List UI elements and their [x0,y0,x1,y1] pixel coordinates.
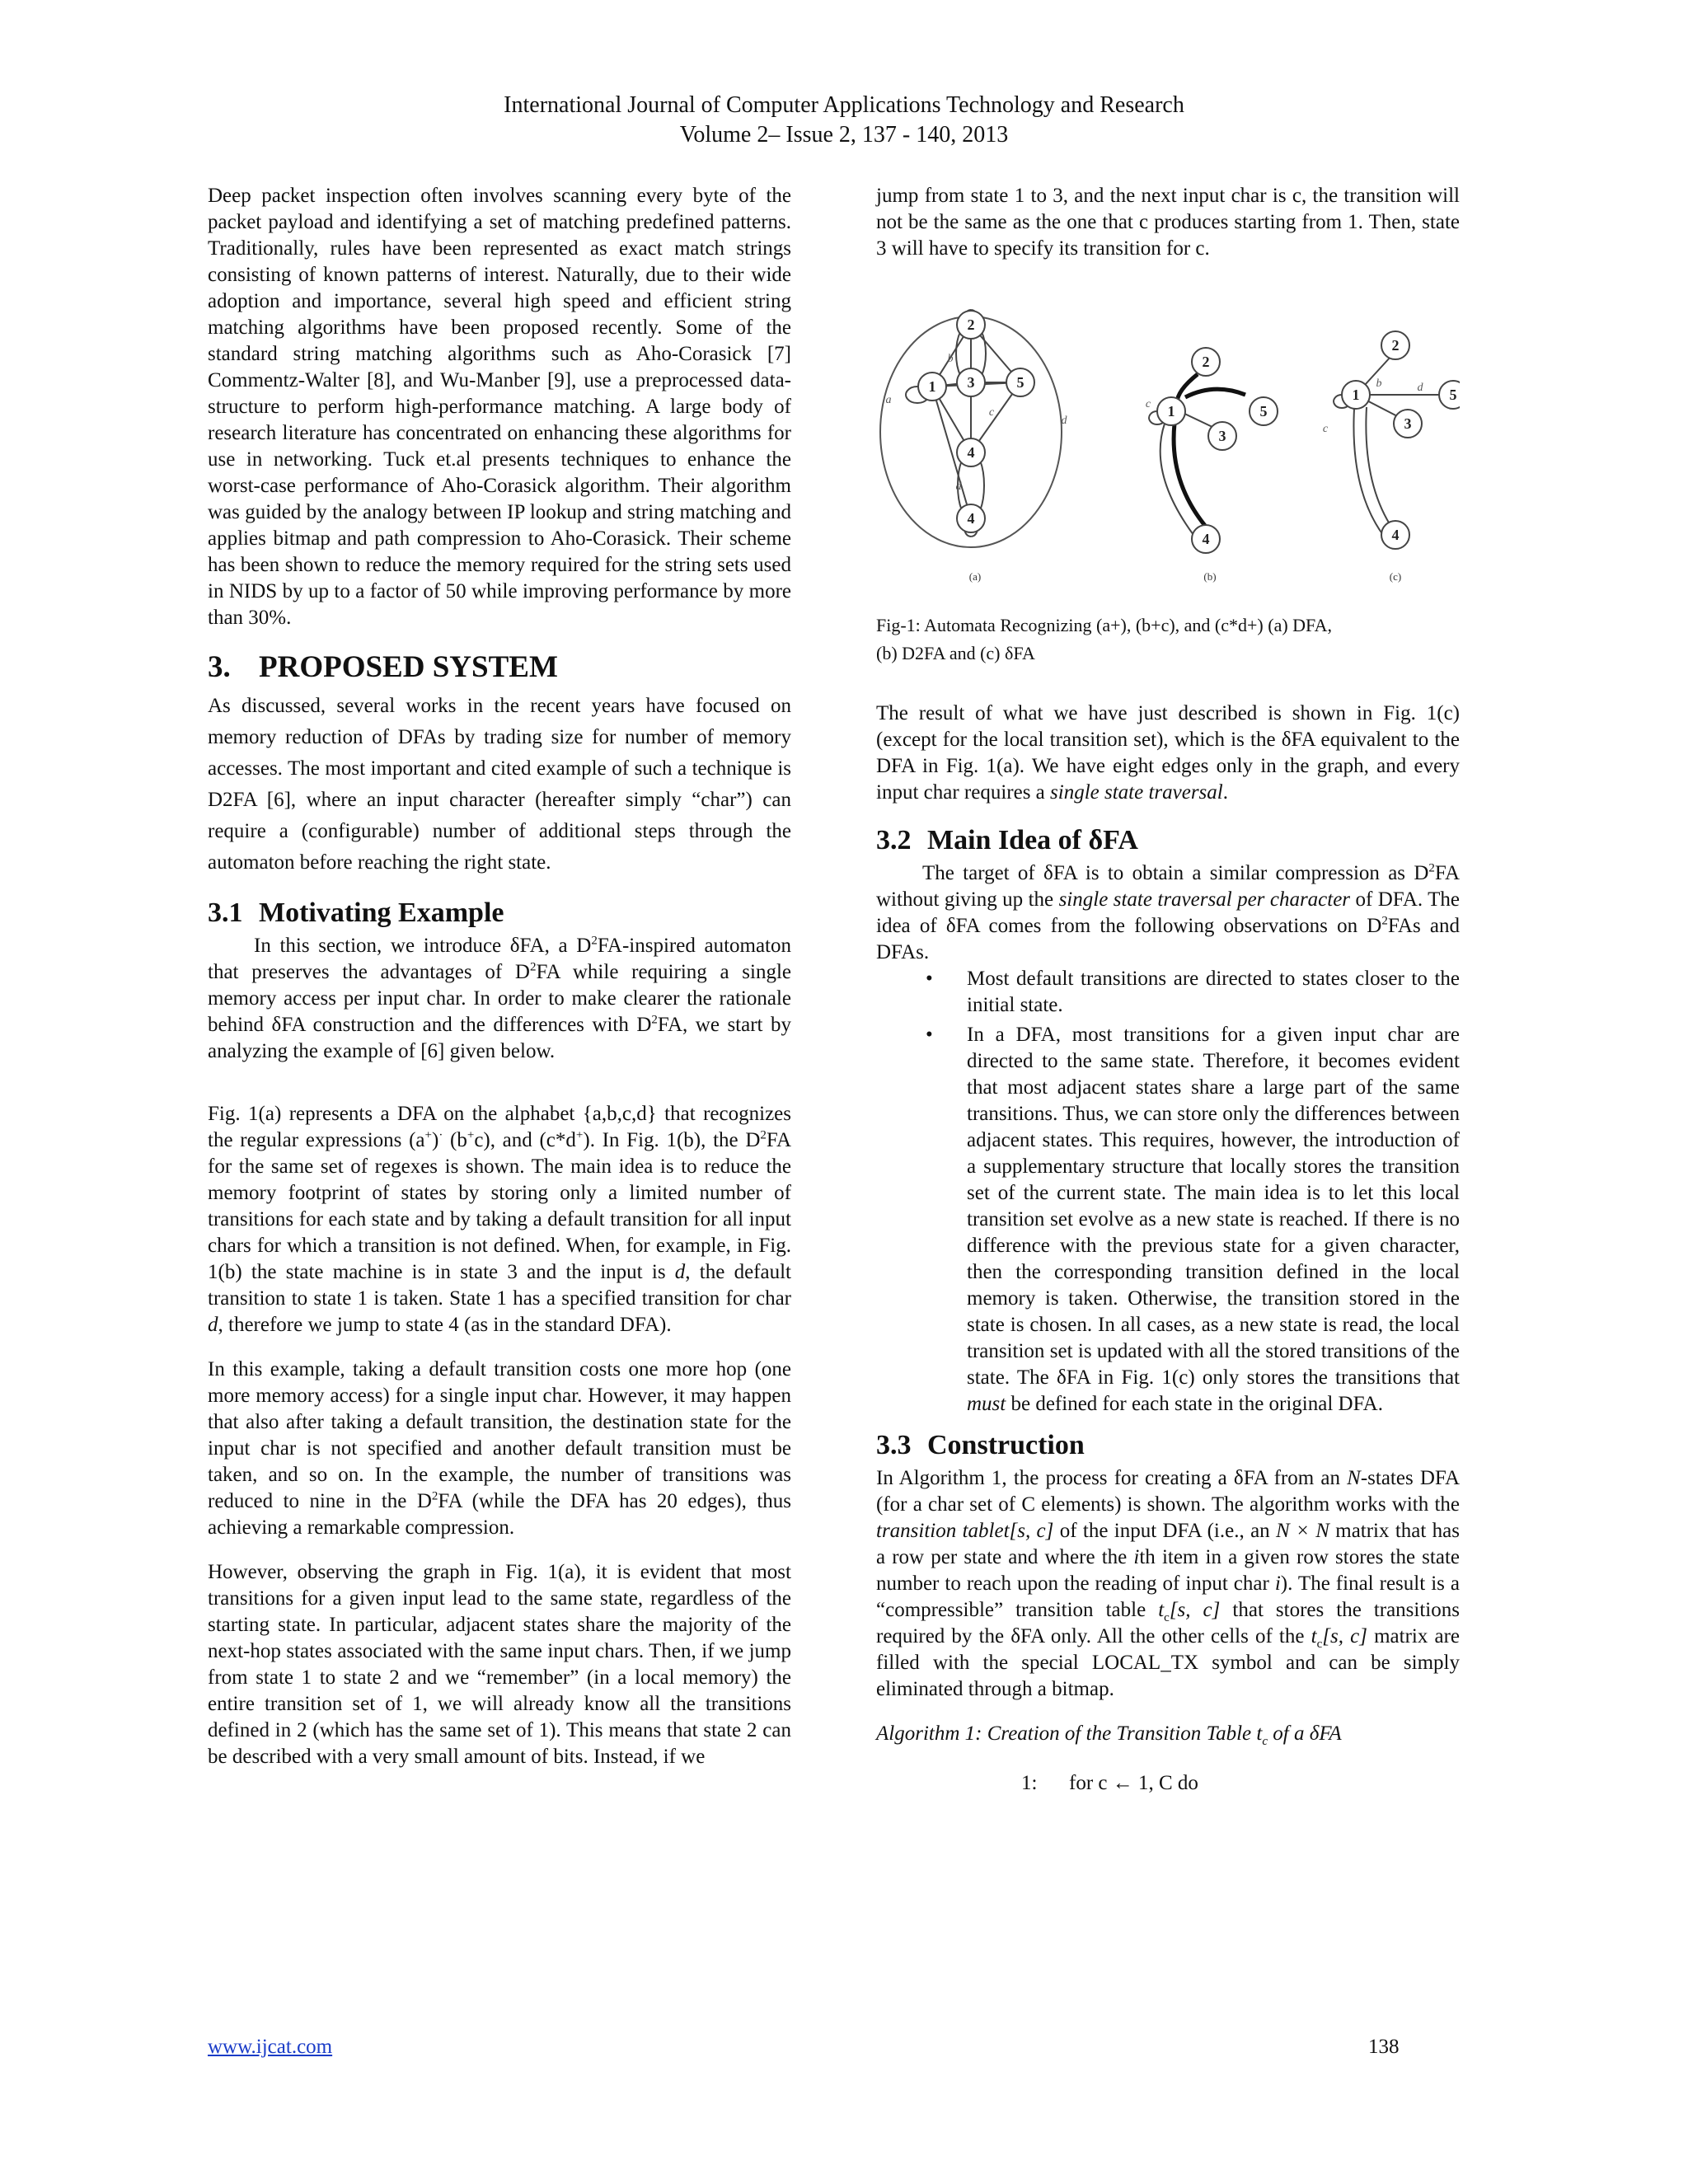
footer-website-link[interactable]: www.ijcat.com [208,2036,333,2058]
text-run: FA without giving up the [876,862,1460,911]
svg-text:1: 1 [1167,403,1175,419]
svg-text:1: 1 [928,378,936,395]
caption-line: (b) D2FA and (c) δFA [876,643,1035,663]
figure-label-a: (a) [968,570,982,583]
text-run: In this section, we introduce δFA, a D [254,935,592,957]
superscript: 2 [1381,914,1388,928]
italic-run: transition tablet[s, c] [876,1520,1054,1542]
observation-list [876,966,1460,1418]
subscript: c [1262,1735,1268,1748]
superscript: 2 [529,960,537,974]
figure-1 [876,300,1460,597]
italic-run: t [1311,1625,1317,1647]
subscript: c [1164,1611,1170,1624]
text-run: matrix are filled with the special LOCAL_TX symbol and can be simply eliminated through a bitmap. [876,1625,1460,1700]
text-run: ). In Fig. 1(b), the D [583,1129,761,1151]
text-run: FA while requiring a single memory access per input char. In order to make clearer the rationale behind δFA construction and the differences with D [208,961,792,1036]
text-run: Most default transitions are directed to states closer to the initial state. [967,968,1460,1016]
text-run: of a δFA [1268,1722,1342,1745]
bullet-icon: • [926,968,933,990]
superscript: 2 [591,934,598,948]
algorithm-line [876,1770,1460,1797]
svg-text:3: 3 [967,374,975,391]
figure-label-b: (b) [1203,570,1217,583]
figure-caption [876,612,1460,668]
text-run: In a DFA, most transitions for a given input char are directed to the same state. Therefore, it becomes evident that most adjacent states share a large part of the same transitions. Thus, we can store only the differences between adjacent states. This requires, however, the introduction of a supplementary structure that locally stores the transition set of the current state. The main idea is to let this local transition set evolve as a new state is reached. If there is no difference with the previous state for a given character, then the corresponding transition defined in the local memory is taken. Otherwise, the transition stored in the state is chosen. In all cases, as a new state is read, the local transition set is updated with all the stored transitions of the state. The δFA in Fig. 1(c) only stores the transitions that [967,1024,1460,1389]
observation-paragraph: However, observing the graph in Fig. 1(a), it is evident that most transitions for a given input lead to the same state, regardless of the starting state. In particular, adjacent states share the majority of the next-hop states associated with the same input chars. Then, if we jump from state 1 to state 2 and we “remember” (in a local memory) the entire transition set of 1, we will already know all the transitions defined in 2 (which has the same set of 1). This means that state 2 can be described with a very small amount of bits. Instead, if we [208,1561,791,1768]
text-run: of the input DFA (i.e., an [1053,1520,1276,1542]
svg-text:b: b [947,353,954,365]
section-3-1-heading [208,897,791,930]
right-column [876,183,1460,1797]
text-run: Fig. 1(a) represents a DFA on the alphabet {a,b,c,d} that recognizes the regular expressions (a [208,1103,791,1151]
result-paragraph [876,701,1460,806]
text-run: . [1222,781,1228,804]
svg-text:3: 3 [1218,428,1226,444]
text-run: In Algorithm 1, the process for creating a δFA from an [876,1467,1348,1489]
journal-title: International Journal of Computer Applications Technology and Research [504,92,1184,118]
svg-text:b: b [1376,377,1382,390]
page-number: 138 [1368,2036,1400,2058]
dfa-delta-graph-c [1334,331,1460,549]
section-3-2-heading [876,824,1460,857]
section-3-paragraph: As discussed, several works in the recent years have focused on memory reduction of DFAs by trading size for number of memory accesses. The most important and cited example of such a technique is D2FA [6], where an input character (hereafter simply “char”) can require a (configurable) number of additional steps through the automaton before reaching the right state. [208,695,791,874]
superscript: 2 [651,1013,658,1027]
text-run: c), and (c*d [474,1129,576,1151]
text-run: , the default transition to state 1 is taken. State 1 has a specified transition for char [208,1261,791,1310]
italic-run: d [208,1314,218,1336]
d2fa-graph-b [1149,348,1278,553]
svg-text:2: 2 [967,316,975,333]
svg-text:4: 4 [967,510,975,527]
italic-run: single state traversal [1050,781,1223,804]
italic-run: t [1158,1599,1165,1621]
svg-text:c: c [1322,423,1329,435]
svg-text:5: 5 [1259,403,1268,419]
svg-text:d: d [1417,382,1423,394]
italic-run: i [1133,1546,1140,1568]
section-title: Motivating Example [259,898,504,928]
svg-text:a: a [885,394,892,406]
text-run: , therefore we jump to state 4 (as in the standard DFA). [218,1314,672,1336]
svg-text:5: 5 [1016,374,1025,391]
italic-run: N [1347,1467,1361,1489]
svg-text:4: 4 [1391,527,1400,543]
text-run: (b [443,1129,467,1151]
svg-text:4: 4 [1202,531,1210,547]
section-title: PROPOSED SYSTEM [259,650,558,684]
figure-description-paragraph [208,1101,791,1338]
text-run: FA, we start by analyzing the example of [6] given below. [208,1014,791,1062]
superscript: + [467,1128,475,1142]
svg-text:c: c [988,406,995,419]
svg-text:5: 5 [1449,387,1457,403]
svg-text:4: 4 [967,444,975,461]
automata-figure [876,300,1460,597]
text-run: th item in a given row stores the state number to reach upon the reading of input char [876,1546,1460,1595]
text-run: that stores the transitions required by the δFA only. All the other cells of the [876,1599,1460,1647]
default-transition-paragraph [208,1357,791,1541]
svg-text:d: d [955,480,962,493]
main-idea-paragraph [876,860,1460,966]
text-run: ). The final result is a “compressible” transition table [876,1572,1460,1621]
construction-paragraph [876,1465,1460,1703]
superscript: + [424,1128,432,1142]
italic-run: [s, c] [1322,1625,1367,1647]
superscript: 2 [760,1128,767,1142]
text-run: FA for the same set of regexes is shown. The main idea is to reduce the memory footprint of states by storing only a limited number of transitions for each state and by taking a default transition for all input chars for which a transition is not defined. When, for example, in Fig. 1(b) the state machine is in state 3 and the input is [208,1129,791,1283]
section-3-3-heading [876,1429,1460,1462]
text-run: The target of δFA is to obtain a similar compression as D [922,862,1429,884]
superscript: + [575,1128,584,1142]
list-item [876,966,1460,1019]
left-column [208,183,791,1788]
list-item [876,1022,1460,1418]
text-run: -states DFA (for a char set of C elements) is shown. The algorithm works with the [876,1467,1460,1516]
svg-text:1: 1 [1352,387,1360,403]
superscript: 2 [431,1489,438,1503]
intro-paragraph: Deep packet inspection often involves scanning every byte of the packet payload and identifying a set of matching predefined patterns. Traditionally, rules have been represented as exact match strings consisting of known patterns of interest. Naturally, due to their wide adoption and importance, several high speed and efficient string matching algorithms have been proposed recently. Some of the standard string matching algorithms such as Aho-Corasick [7] Commentz-Walter [8], and Wu-Manber [9], use a preprocessed data-structure to perform high-performance matching. A large body of research literature has concentrated on enhancing these algorithms for use in networking. Tuck et.al presents techniques to enhance the worst-case performance of Aho-Corasick algorithm. Their algorithm was guided by the analogy between IP lookup and string matching and applies bitmap and path compression to Aho-Corasick. Their scheme has been shown to reduce the memory required for the string sets used in NIDS by up to a factor of 50 while improving performance by more than 30%. [208,185,791,629]
text-run: be defined for each state in the original DFA. [1006,1393,1383,1415]
svg-text:3: 3 [1404,415,1412,432]
text-run: ) [431,1129,439,1151]
section-number: 3. [208,650,231,684]
text-run: of DFA. The idea of δFA comes from the following observations on D [876,888,1460,937]
italic-run: N × N [1276,1520,1329,1542]
superscript: 2 [1428,861,1435,875]
italic-run: d [674,1261,686,1283]
italic-run: i [1274,1572,1281,1595]
text-run: The result of what we have just described is shown in Fig. 1(c) (except for the local transition set), which is the δFA equivalent to the DFA in Fig. 1(a). We have eight edges only in the graph, and every input char requires a [876,702,1460,804]
italic-run: must [967,1393,1006,1415]
text-run: In this example, taking a default transition costs one more hop (one more memory access) for a single input char. However, it may happen that also after taking a default transition, the destination state for the input char is not specified and another default transition must be taken, and so on. In the example, the number of transitions was reduced to nine in the D [208,1358,791,1512]
text-run: FA-inspired automaton that preserves the advantages of D [208,935,792,983]
section-number: 3.3 [876,1430,912,1460]
subscript: c [1316,1638,1323,1651]
italic-run: single state traversal per character [1058,888,1351,911]
algorithm-code: for c ← 1, C do [1069,1772,1198,1794]
line-number: 1: [1021,1772,1038,1794]
svg-text:2: 2 [1391,337,1400,354]
caption-line: Fig-1: Automata Recognizing (a+), (b+c), and (c*d+) (a) DFA, [876,615,1333,635]
section-number: 3.1 [208,898,243,928]
section-3-heading [208,649,791,686]
text-run: FAs and DFAs. [876,915,1460,963]
bullet-icon: • [926,1024,933,1046]
section-number: 3.2 [876,825,912,855]
algorithm-title [876,1721,1460,1747]
journal-header [0,91,1688,150]
text-run: matrix that has a row per state and where the [876,1520,1460,1568]
section-title: Main Idea of δFA [927,825,1138,855]
figure-label-c: (c) [1389,570,1402,583]
italic-run: [s, c] [1169,1599,1221,1621]
text-run: FA (while the DFA has 20 edges), thus achieving a remarkable compression. [208,1490,791,1539]
svg-text:d: d [1061,415,1067,427]
superscript: · [438,1128,443,1142]
text-run: Algorithm 1: Creation of the Transition Table t [876,1722,1263,1745]
continuation-paragraph: jump from state 1 to 3, and the next input char is c, the transition will not be the same as the one that c produces starting from 1. Then, state 3 will have to specify its transition for c. [876,185,1460,260]
svg-text:c: c [1145,398,1151,410]
motivating-paragraph [208,933,791,1065]
journal-volume: Volume 2– Issue 2, 137 - 140, 2013 [679,122,1009,148]
svg-text:2: 2 [1202,354,1210,370]
section-title: Construction [927,1430,1085,1460]
